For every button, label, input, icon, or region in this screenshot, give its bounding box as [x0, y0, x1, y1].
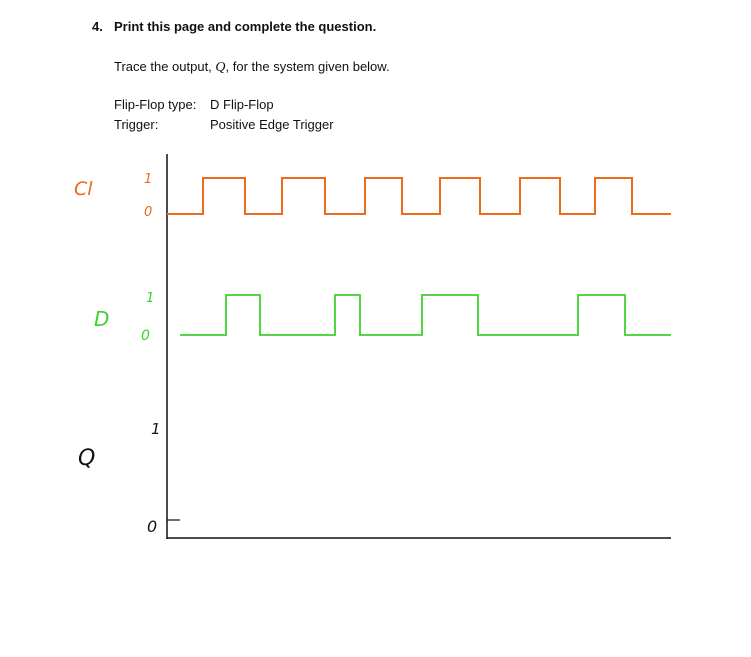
data-waveform [180, 295, 671, 335]
flipflop-type-label: Flip-Flop type: [114, 97, 197, 112]
question-number: 4. [92, 19, 103, 34]
clock-waveform [167, 178, 671, 214]
trigger-value: Positive Edge Trigger [210, 117, 334, 132]
flipflop-type-value: D Flip-Flop [210, 97, 274, 112]
output-high-label: 1 [151, 420, 161, 438]
output-low-label: 0 [147, 517, 158, 536]
instruction-before: Trace the output, [114, 59, 216, 74]
question-text: Print this page and complete the question. [114, 19, 377, 34]
data-low-label: 0 [141, 328, 150, 344]
data-high-label: 1 [146, 291, 155, 306]
clock-low-label: 0 [144, 205, 153, 220]
data-signal-label: D [94, 307, 110, 331]
instruction-after: , for the system given below. [225, 59, 390, 74]
clock-signal-label: Cl [74, 178, 93, 200]
output-signal-label: Q [78, 446, 96, 471]
output-variable: Q [215, 60, 226, 75]
trigger-label: Trigger: [114, 117, 159, 132]
clock-high-label: 1 [144, 172, 153, 187]
